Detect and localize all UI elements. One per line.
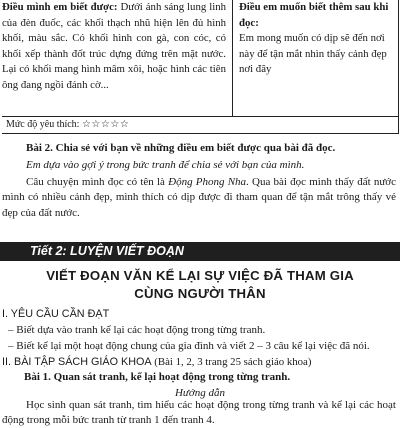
want-to-know-label: Điều em muốn biết thêm sau khi đọc: bbox=[239, 1, 389, 29]
requirement-1: – Biết dựa vào tranh kể lại các hoạt động trong từng tranh. bbox=[8, 324, 266, 336]
story-title: Động Phong Nha bbox=[168, 176, 247, 188]
rating-row bbox=[6, 118, 129, 132]
answer-text-rest: . Qua bài đọc mình thấy đất nước mình có nhiều cảnh đẹp, mình thích có dịp được đi tham quan để tận mắt trông thấy vẻ đẹp của đất nước. bbox=[2, 176, 396, 219]
exercise-1-title: Bài 1. Quan sát tranh, kể lại hoạt động trong từng tranh. bbox=[24, 371, 291, 383]
want-to-know-cell bbox=[239, 0, 395, 78]
reading-log-table bbox=[2, 0, 399, 134]
guide-label: Hướng dẫn bbox=[174, 387, 226, 399]
table-divider-horizontal bbox=[2, 116, 398, 117]
what-i-learned-cell bbox=[2, 0, 226, 94]
exercise-2-title: Bài 2. Chia sẻ với bạn về những điều em biết được qua bài đã đọc. bbox=[26, 142, 336, 154]
section-1-title: I. YÊU CẦU CẦN ĐẠT bbox=[2, 308, 110, 320]
rating-stars-icon: ☆☆☆☆☆ bbox=[81, 119, 130, 130]
lesson-heading-line-2: CÙNG NGƯỜI THÂN bbox=[134, 286, 266, 301]
lesson-heading-line-1: VIẾT ĐOẠN VĂN KỂ LẠI SỰ VIỆC ĐÃ THAM GIA bbox=[46, 268, 354, 283]
requirement-2: – Biết kể lại một hoạt động chung của gia đình và viết 2 – 3 câu kể lại việc đã nói. bbox=[8, 340, 370, 352]
want-to-know-text: Em mong muốn có dịp sẽ đến nơi này để tận mắt nhìn thấy cảnh đẹp nơi đây bbox=[239, 32, 387, 76]
exercise-2-answer bbox=[2, 175, 396, 221]
lesson-banner-label: Tiết 2: LUYỆN VIẾT ĐOẠN bbox=[30, 244, 184, 258]
exercise-2-hint: Em dựa vào gợi ý trong bức tranh để chia sẻ với bạn của mình. bbox=[26, 159, 305, 171]
answer-text-start: Câu chuyện mình đọc có tên là bbox=[26, 176, 169, 188]
lesson-banner bbox=[0, 242, 400, 261]
table-divider-vertical bbox=[232, 0, 233, 116]
rating-label: Mức độ yêu thích: bbox=[6, 119, 80, 130]
section-2-ref: (Bài 1, 2, 3 trang 25 sách giáo khoa) bbox=[151, 356, 312, 368]
what-i-learned-label: Điều mình em biết được: bbox=[2, 1, 118, 13]
guide-instruction: Học sinh quan sát tranh, tìm hiểu các hoạt động trong từng tranh và kể lại các hoạt động trong mỗi bức tranh từ tranh 1 đến tranh 4. bbox=[2, 399, 396, 426]
section-2-title bbox=[2, 355, 311, 369]
what-i-learned-text: Dưới ánh sáng lung linh của đèn đuốc, các khối thạch nhũ hiện lên đủ hình khối, màu sắc. Có khối hình con gà, con cóc, có khối xếp thành đốt trúc dựng đứng trên mặt nước. Lại có khối mang hình mâm xôi, hoặc hình các tiên ông đang ngồi đánh cờ... bbox=[2, 1, 227, 91]
section-2-label: II. BÀI TẬP SÁCH GIÁO KHOA bbox=[2, 356, 152, 368]
